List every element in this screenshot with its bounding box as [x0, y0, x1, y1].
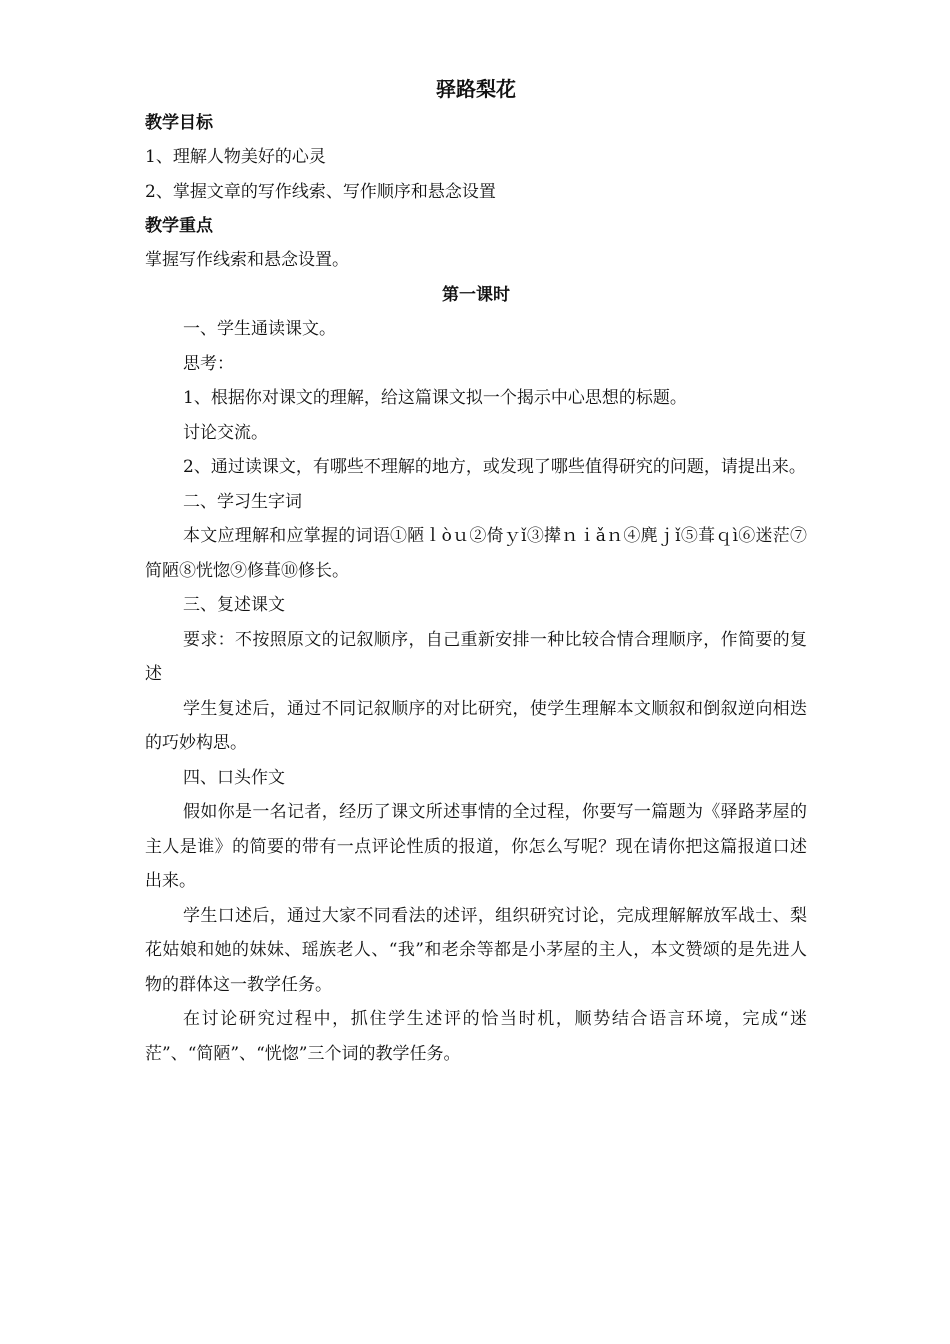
section-heading: 四、口头作文 [183, 767, 285, 788]
objective-item: 2、掌握文章的写作线索、写作顺序和悬念设置 [145, 181, 496, 202]
section-heading: 三、复述课文 [183, 595, 285, 615]
paragraph: 假如你是一名记者，经历了课文所述事情的全过程，你要写一篇题为《驿路茅屋的主人是谁》的简要的带有一点评论性质的报道，你怎么写呢？现在请你把这篇报道口述出来。 [145, 802, 807, 891]
document-page [145, 72, 807, 1071]
paragraph: 讨论交流。 [183, 422, 268, 443]
focus-text: 掌握写作线索和悬念设置。 [145, 250, 349, 270]
section-heading: 一、学生通读课文。 [183, 319, 336, 339]
objective-item: 1、理解人物美好的心灵 [145, 147, 326, 167]
lesson-title: 第一课时 [442, 284, 510, 305]
focus-heading: 教学重点 [145, 216, 213, 236]
paragraph: 在讨论研究过程中，抓住学生述评的恰当时机，顺势结合语言环境，完成“迷茫”、“简陋”、“恍惚”三个词的教学任务。 [145, 1009, 807, 1064]
objectives-heading: 教学目标 [145, 113, 213, 133]
document-title: 驿路梨花 [436, 77, 516, 101]
paragraph: 1、根据你对课文的理解，给这篇课文拟一个揭示中心思想的标题。 [183, 388, 687, 408]
paragraph: 学生口述后，通过大家不同看法的述评，组织研究讨论，完成理解解放军战士、梨花姑娘和她的妹妹、瑶族老人、“我”和老余等都是小茅屋的主人，本文赞颂的是先进人物的群体这一教学任务。 [145, 905, 807, 995]
paragraph: 2、通过读课文，有哪些不理解的地方，或发现了哪些值得研究的问题，请提出来。 [183, 457, 806, 477]
vocabulary-paragraph: 本文应理解和应掌握的词语①陋ｌòｕ②倚ｙǐ③撵ｎｉǎｎ④麂ｊǐ⑤葺ｑì⑥迷茫⑦简陋⑧恍惚⑨修葺⑩修长。 [145, 526, 807, 581]
section-heading: 二、学习生字词 [183, 491, 302, 512]
paragraph: 要求：不按照原文的记叙顺序，自己重新安排一种比较合情合理顺序，作简要的复述 [145, 629, 807, 684]
paragraph: 学生复述后，通过不同记叙顺序的对比研究，使学生理解本文顺叙和倒叙逆向相迭的巧妙构思。 [145, 698, 807, 753]
paragraph: 思考： [183, 353, 234, 374]
